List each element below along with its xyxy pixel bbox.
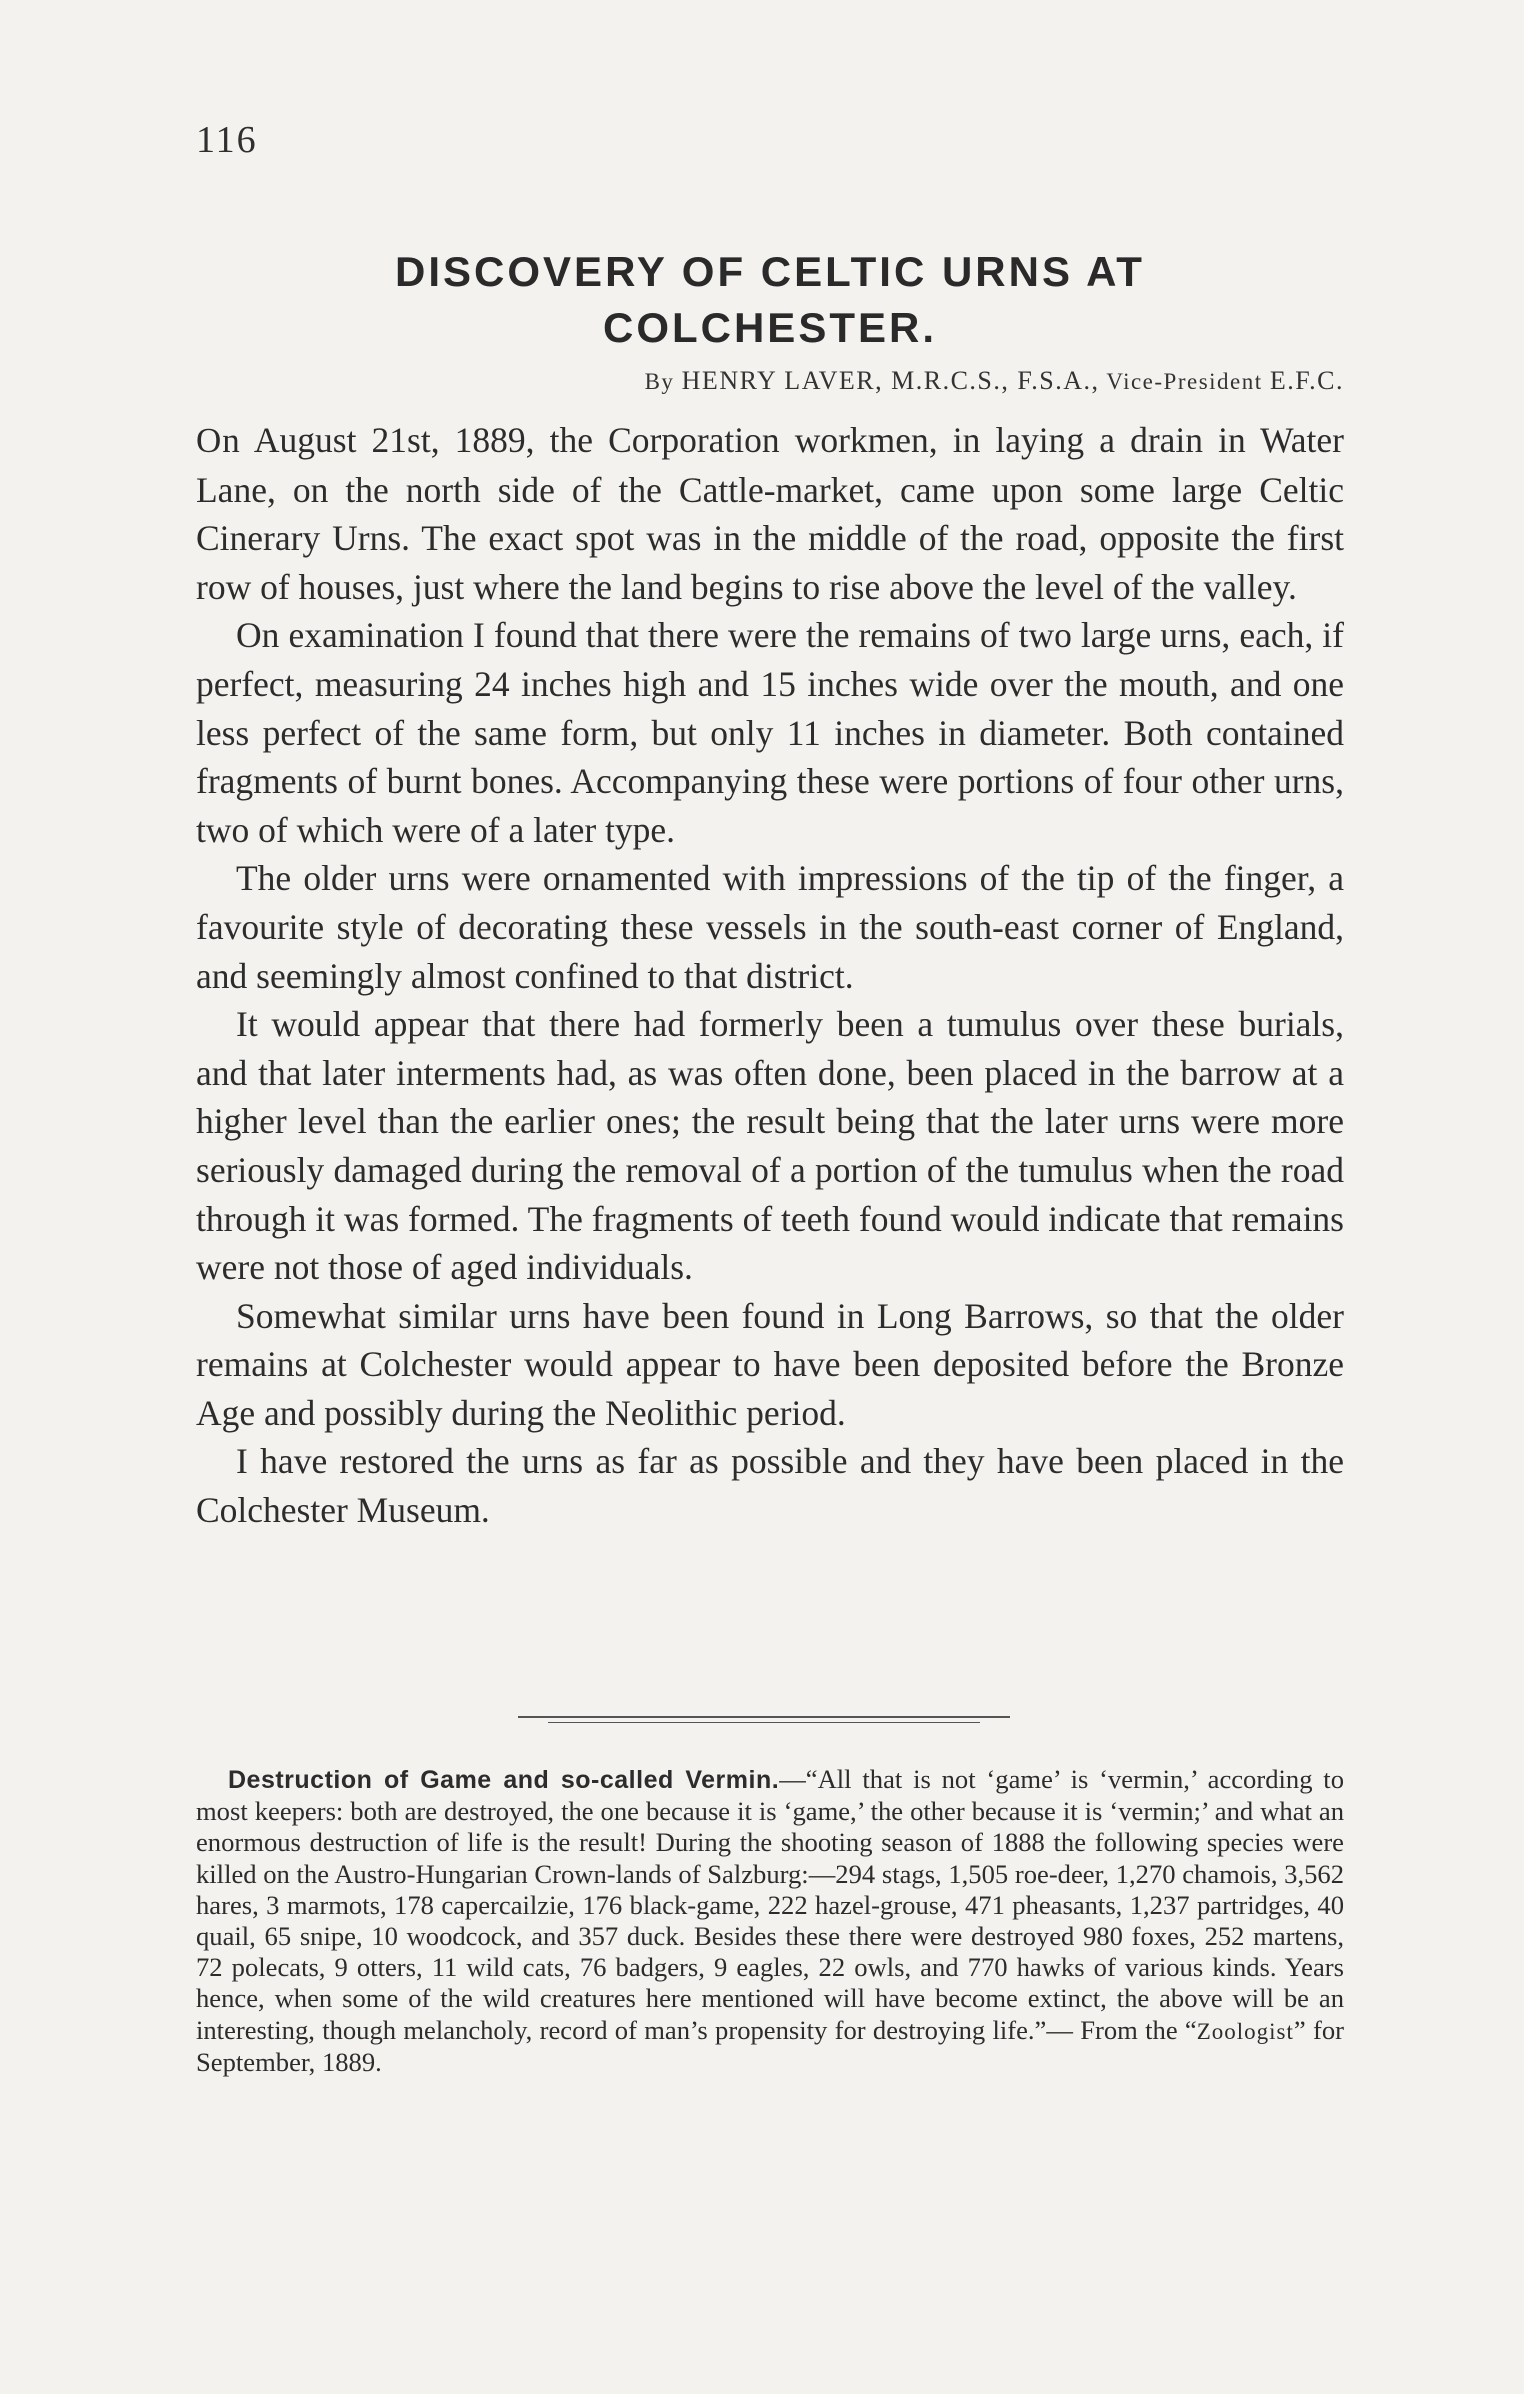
note-text-part-2: ” for September, 1889. <box>196 2014 1344 2077</box>
paragraph-5: Somewhat similar urns have been found in Long Barrows, so that the older remains at Colchester would appear to have been deposited before the Bronze Age and possibly during the Neolithic period. <box>196 1295 1344 1433</box>
article-title <box>196 244 1344 356</box>
paragraph-6: I have restored the urns as far as possible and they have been placed in the Colchester Museum. <box>196 1441 1344 1531</box>
page-number: 116 <box>196 119 258 161</box>
note-paragraph <box>196 1764 1344 2078</box>
paragraph-4: It would appear that there had formerly been a tumulus over these burials, and that later interments had, as was often done, been placed in the barrow at a higher level than the earlier ones; the result being that the later urns were more seriously damaged during the removal of a portion of the tumulus when the road through it was formed. The fragments of teeth found would indicate that remains were not those of aged individuals. <box>196 1004 1344 1288</box>
article-title-line-1: DISCOVERY OF CELTIC URNS AT <box>395 248 1145 295</box>
byline-author: HENRY LAVER, M.R.C.S., F.S.A., <box>681 366 1100 395</box>
note-text-part-1: —“All that is not ‘game’ is ‘vermin,’ according to most keepers: both are destroyed, the one because it is ‘game,’ the other because it is ‘vermin;’ and what an enormous destruction of life is the result! During the shooting season of 1888 the following species were killed on the Austro-Hungarian Crown-lands of Salzburg:—294 stags, 1,505 roe-deer, 1,270 chamois, 3,562 hares, 3 marmots, 178 capercailzie, 176 black-game, 222 hazel-grouse, 471 pheasants, 1,237 partridges, 40 quail, 65 snipe, 10 woodcock, and 357 duck. Besides these there were destroyed 980 foxes, 252 martens, 72 polecats, 9 otters, 11 wild cats, 76 badgers, 9 eagles, 22 owls, and 770 hawks of various kinds. Years hence, when some of the wild creatures here mentioned will have become extinct, the above will be an interesting, though melancholy, record of man’s propensity for destroying life.”— From the “ <box>196 1764 1344 2045</box>
paragraph-3: The older urns were ornamented with impressions of the tip of the finger, a favourite style of decorating these vessels in the south-east corner of England, and seemingly almost confined to that district. <box>196 858 1344 996</box>
paragraph-1 <box>196 416 1344 611</box>
article-body <box>196 416 1344 1535</box>
paragraph-1-text: August 21st, 1889, the Corporation workmen, in laying a drain in Water Lane, on the north side of the Cattle-market, came upon some large Celtic Cinerary Urns. The exact spot was in the middle of the road, opposite the first row of houses, just where the land begins to rise above the level of the valley. <box>196 420 1344 607</box>
byline-prefix: By <box>644 369 675 394</box>
article-title-line-2: COLCHESTER. <box>602 304 937 351</box>
paragraph-1-lead: On <box>196 421 241 460</box>
note-destruction-of-game <box>196 1764 1344 2078</box>
byline-role: Vice-President <box>1106 369 1263 394</box>
section-divider-thin <box>548 1722 980 1723</box>
note-source: Zoologist <box>1196 2018 1294 2044</box>
byline-org: E.F.C. <box>1269 366 1344 395</box>
section-divider <box>518 1716 1010 1718</box>
article-byline <box>196 366 1344 396</box>
note-title: Destruction of Game and so-called Vermin. <box>228 1766 780 1794</box>
paragraph-2: On examination I found that there were the remains of two large urns, each, if perfect, measuring 24 inches high and 15 inches wide over the mouth, and one less perfect of the same form, but only 11 inches in diameter. Both contained fragments of burnt bones. Accompanying these were portions of four other urns, two of which were of a later type. <box>196 615 1344 850</box>
